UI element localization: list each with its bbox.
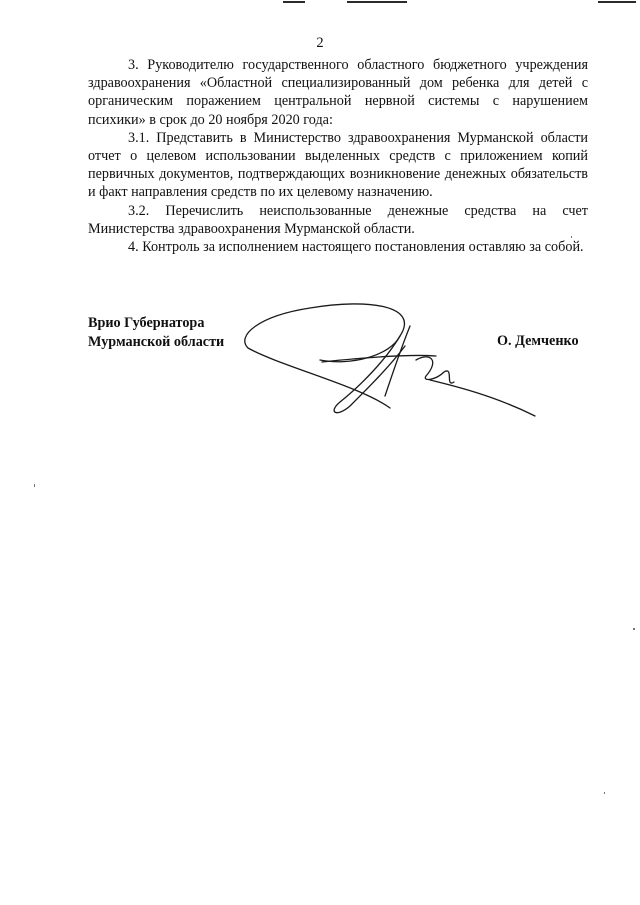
scan-speck [34, 484, 35, 487]
handwritten-signature [240, 296, 540, 426]
signatory-title [88, 314, 224, 352]
scan-speck [571, 236, 572, 238]
signatory-title-line1: Врио Губернатора [88, 315, 205, 331]
paragraph-3-2: 3.2. Перечислить неиспользованные денежные средства на счет Министерства здравоохранения Мурманской области. [88, 202, 588, 237]
scan-speck [633, 628, 635, 630]
page-number: 2 [316, 35, 324, 51]
scan-mark [347, 1, 407, 3]
document-body [88, 56, 588, 256]
paragraph-3: 3. Руководителю государственного областного бюджетного учреждения здравоохранения «Областной специализированный дом ребенка для детей с органическим поражением центральной нервной системы с нарушением психики» в срок до 20 ноября 2020 года: [88, 57, 588, 128]
signatory-name: О. Демченко [497, 333, 579, 349]
scan-mark [598, 1, 636, 3]
signatory-title-line2: Мурманской области [88, 334, 225, 350]
paragraph-3-1: 3.1. Представить в Министерство здравоохранения Мурманской области отчет о целевом использовании выделенных средств с приложением копий первичных документов, подтверждающих возникновение денежных обязательств и факт направления средств по их целевому назначению. [88, 129, 588, 201]
scan-mark [283, 1, 305, 3]
scan-speck [604, 792, 605, 794]
paragraph-4: 4. Контроль за исполнением настоящего постановления оставляю за собой. [128, 239, 584, 256]
